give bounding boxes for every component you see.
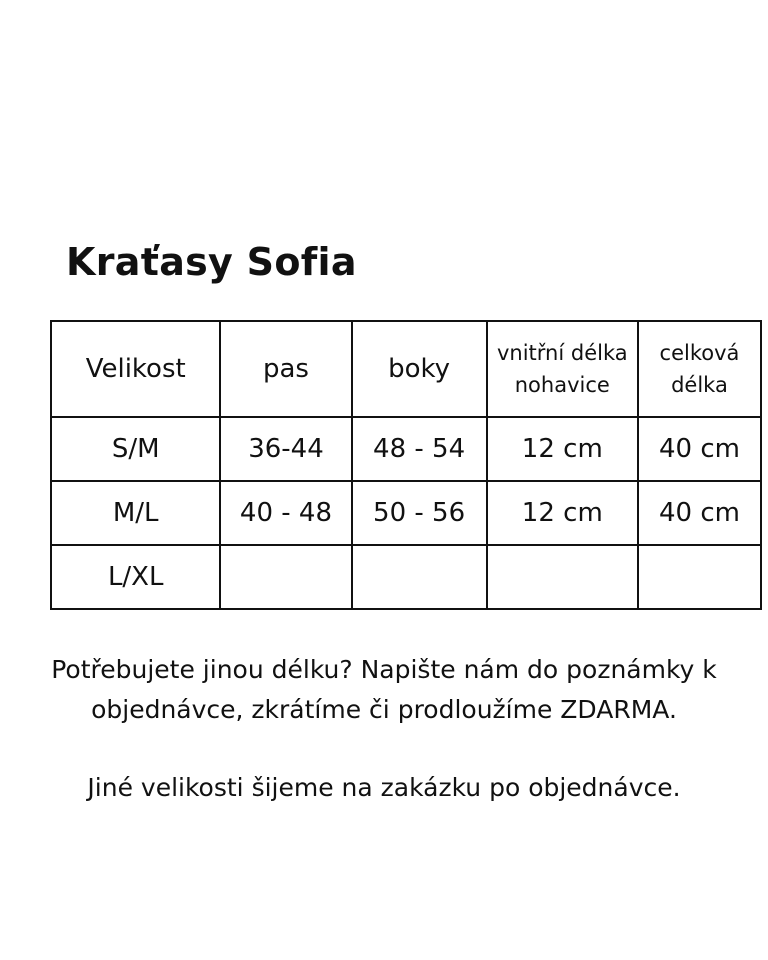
header-size: Velikost: [51, 321, 220, 417]
cell-hips: 48 - 54: [352, 417, 487, 481]
page-title: Kraťasy Sofia: [66, 240, 357, 284]
cell-hips: [352, 545, 487, 609]
cell-size: L/XL: [51, 545, 220, 609]
header-waist: pas: [220, 321, 351, 417]
table-header-row: [51, 321, 761, 417]
table-row: [51, 417, 761, 481]
header-inseam-line1: vnitřní délka: [496, 341, 628, 365]
length-note: [0, 650, 768, 730]
header-total-line2: délka: [671, 373, 728, 397]
cell-hips: 50 - 56: [352, 481, 487, 545]
cell-total: [638, 545, 761, 609]
header-total-length: [638, 321, 761, 417]
cell-size: S/M: [51, 417, 220, 481]
cell-waist: [220, 545, 351, 609]
cell-total: 40 cm: [638, 417, 761, 481]
length-note-line1: Potřebujete jinou délku? Napište nám do poznámky k: [51, 655, 717, 684]
header-total-line1: celková: [659, 341, 740, 365]
length-note-line2: objednávce, zkrátíme či prodloužíme ZDARMA.: [91, 695, 677, 724]
table-row: [51, 545, 761, 609]
cell-waist: 36-44: [220, 417, 351, 481]
table-row: [51, 481, 761, 545]
header-hips: boky: [352, 321, 487, 417]
header-inseam-line2: nohavice: [514, 373, 610, 397]
cell-inseam: 12 cm: [487, 481, 638, 545]
header-inseam: [487, 321, 638, 417]
size-table: [50, 320, 762, 610]
cell-size: M/L: [51, 481, 220, 545]
cell-total: 40 cm: [638, 481, 761, 545]
cell-inseam: 12 cm: [487, 417, 638, 481]
cell-waist: 40 - 48: [220, 481, 351, 545]
cell-inseam: [487, 545, 638, 609]
custom-size-note: Jiné velikosti šijeme na zakázku po objednávce.: [87, 773, 681, 802]
